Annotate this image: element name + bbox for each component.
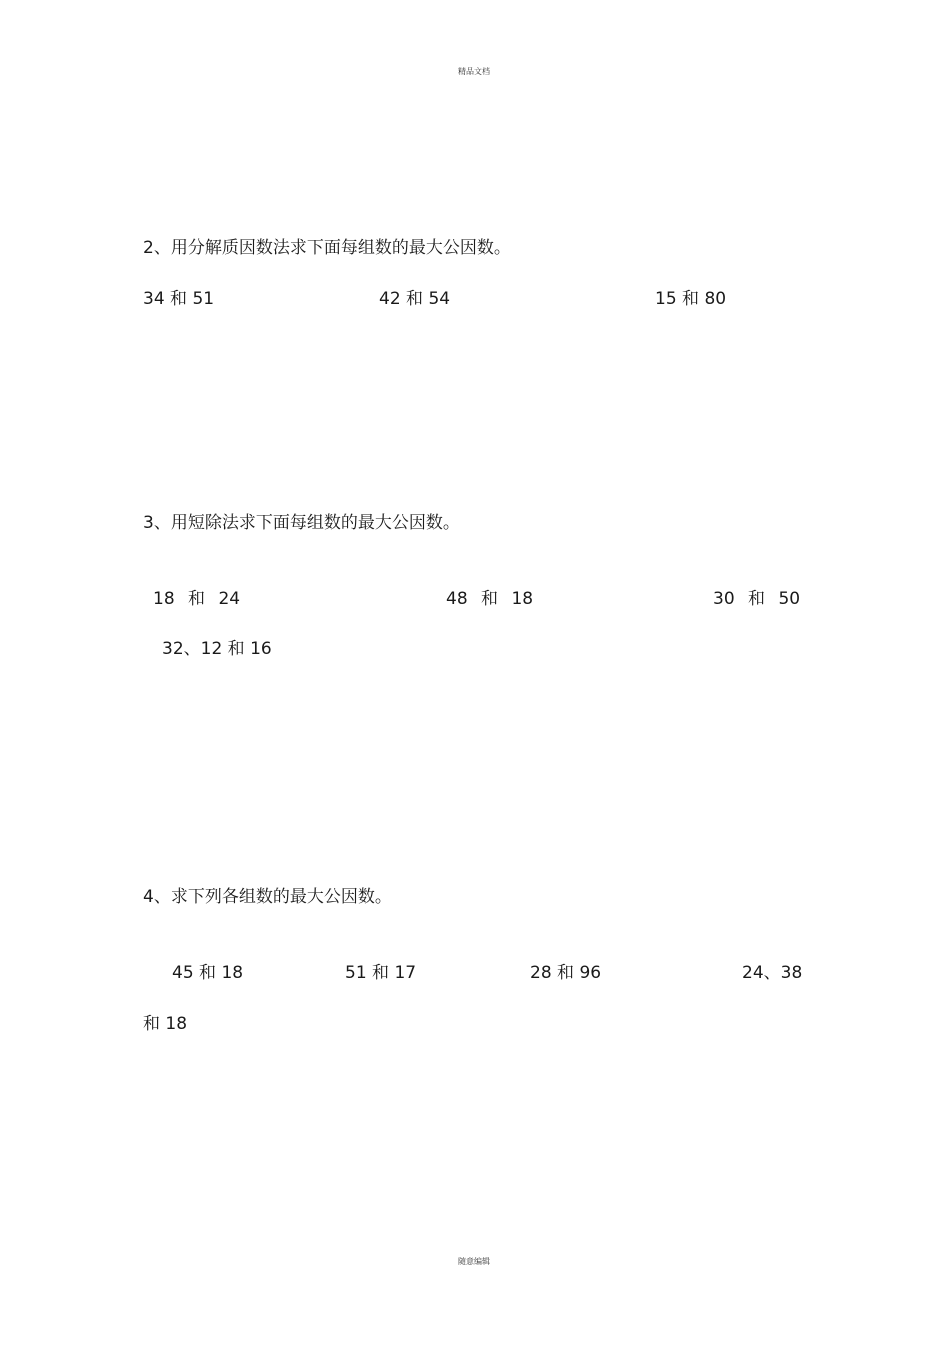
page-header: 精品文档 — [458, 67, 490, 76]
q2-item-2: 42 和 54 — [379, 289, 451, 309]
q4-item-1: 45 和 18 — [172, 963, 244, 983]
q2-item-3: 15 和 80 — [655, 289, 727, 309]
q4-item-4: 24、38 — [742, 963, 803, 983]
q3-item-1: 18 和 24 — [153, 589, 241, 609]
q4-item-4-continued: 和 18 — [143, 1014, 188, 1034]
question-2-title: 2、用分解质因数法求下面每组数的最大公因数。 — [143, 238, 511, 258]
q4-item-2: 51 和 17 — [345, 963, 417, 983]
q3-item-2: 48 和 18 — [446, 589, 534, 609]
q3-item-3: 30 和 50 — [713, 589, 801, 609]
q4-item-3: 28 和 96 — [530, 963, 602, 983]
page-footer: 随意编辑 — [458, 1257, 490, 1266]
question-4-title: 4、求下列各组数的最大公因数。 — [143, 887, 392, 907]
question-3-title: 3、用短除法求下面每组数的最大公因数。 — [143, 513, 460, 533]
q3-item-4: 32、12 和 16 — [162, 639, 272, 659]
q2-item-1: 34 和 51 — [143, 289, 215, 309]
